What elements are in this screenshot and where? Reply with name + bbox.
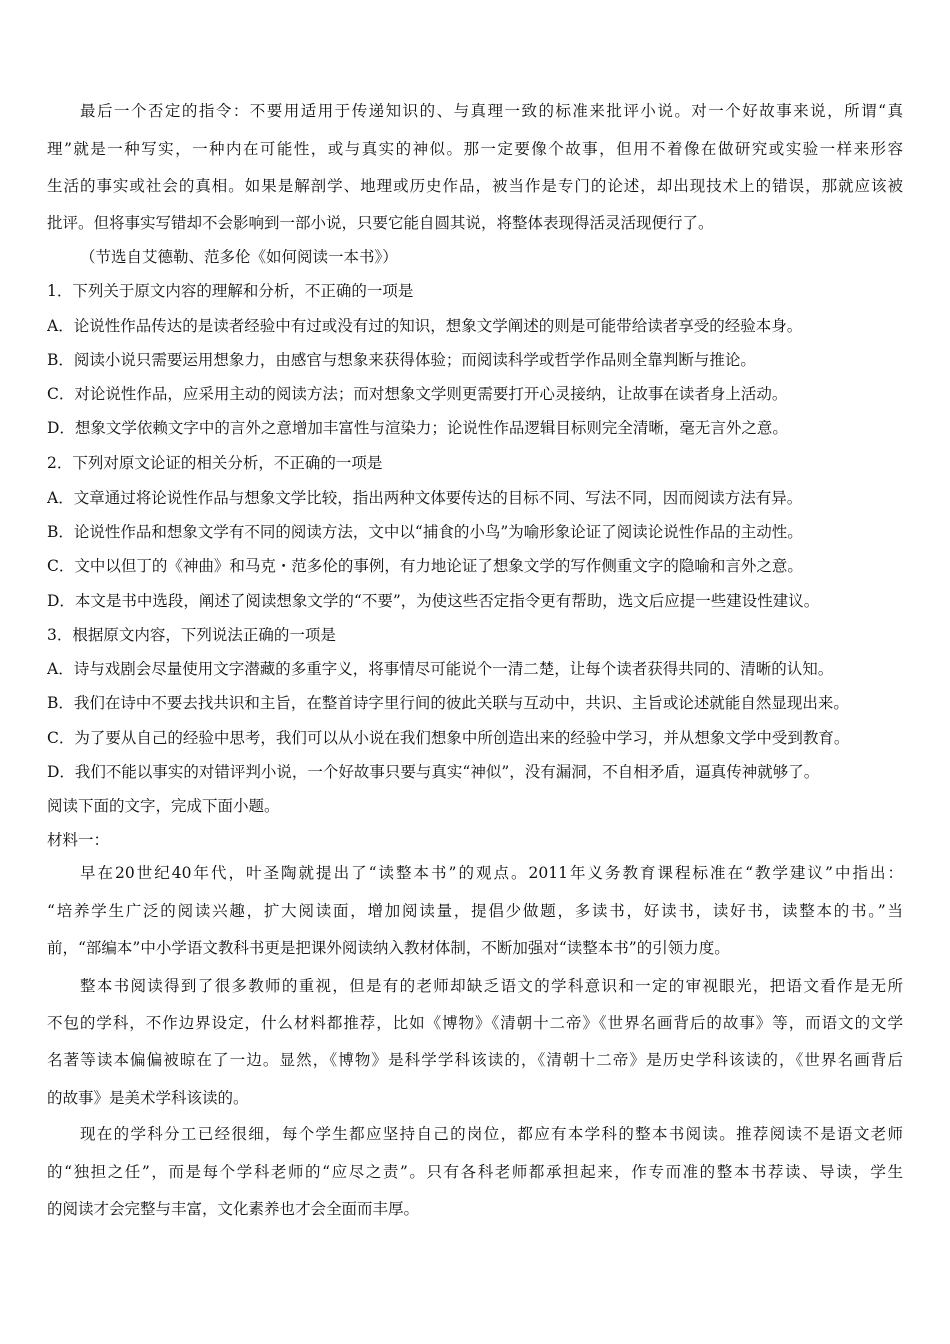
material-line: 名著等读本偏偏被晾在了一边。显然，《博物》是科学学科该读的，《清朝十二帝》是历史学科该读的，《世界名画背后 xyxy=(47,1051,903,1069)
passage-line: 批评。但将事实写错却不会影响到一部小说，只要它能自圆其说，将整体表现得活灵活现便行了。 xyxy=(47,214,714,232)
material-line: 的阅读才会完整与丰富，文化素养也才会全面而丰厚。 xyxy=(47,1200,420,1218)
material-label: 材料一： xyxy=(47,831,110,849)
option-c: C．对论说性作品，应采用主动的阅读方法；而对想象文学则更需要打开心灵接纳，让故事在读者身上活动。 xyxy=(47,385,788,403)
question-stem: 1．下列关于原文内容的理解和分析，不正确的一项是 xyxy=(47,282,414,300)
material-line: 的故事》是美术学科该读的。 xyxy=(47,1089,249,1107)
option-d: D．本文是书中选段，阐述了阅读想象文学的“不要”，为使这些否定指令更有帮助，选文后应提一些建设性建议。 xyxy=(47,592,820,610)
option-d: D．想象文学依赖文字中的言外之意增加丰富性与渲染力；论说性作品逻辑目标则完全清晰，毫无言外之意。 xyxy=(47,419,788,437)
option-d: D．我们不能以事实的对错评判小说，一个好故事只要与真实“神似”，没有漏洞，不自相矛盾，逼真传神就够了。 xyxy=(47,763,820,781)
option-a: A．诗与戏剧会尽量使用文字潜藏的多重字义，将事情尽可能说个一清二楚，让每个读者获得共同的、清晰的认知。 xyxy=(47,660,834,678)
question-stem: 3．根据原文内容，下列说法正确的一项是 xyxy=(47,626,336,644)
material-line: 早在20世纪40年代，叶圣陶就提出了“读整本书”的观点。2011年义务教育课程标准在“教学建议”中指出： xyxy=(80,864,903,882)
option-a: A．文章通过将论说性作品与想象文学比较，指出两种文体要传达的目标不同、写法不同，因而阅读方法有异。 xyxy=(47,489,803,507)
passage-line: 最后一个否定的指令：不要用适用于传递知识的、与真理一致的标准来批评小说。对一个好故事来说，所谓“真 xyxy=(80,102,903,120)
passage-line: 生活的事实或社会的真相。如果是解剖学、地理或历史作品，被当作是专门的论述，却出现技术上的错误，那就应该被 xyxy=(47,177,903,195)
option-b: B．我们在诗中不要去找共识和主旨，在整首诗字里行间的彼此关联与互动中，共识、主旨或论述就能自然显现出来。 xyxy=(47,694,849,712)
material-line: 的“独担之任”，而是每个学科老师的“应尽之责”。只有各科老师都承担起来，作专而准的整本书荐读、导读，学生 xyxy=(47,1163,903,1181)
material-line: 整本书阅读得到了很多教师的重视，但是有的老师却缺乏语文的学科意识和一定的审视眼光，把语文看作是无所 xyxy=(80,977,903,995)
material-line: 前，“部编本”中小学语文教科书更是把课外阅读纳入教材体制，不断加强对“读整本书”的引领力度。 xyxy=(47,939,730,957)
material-line: 不包的学科，不作边界设定，什么材料都推荐，比如《博物》《清朝十二帝》《世界名画背后的故事》等，而语文的文学 xyxy=(47,1014,903,1032)
option-b: B．论说性作品和想象文学有不同的阅读方法，文中以“捕食的小鸟”为喻形象论证了阅读论说性作品的主动性。 xyxy=(47,523,803,541)
material-line: “培养学生广泛的阅读兴趣，扩大阅读面，增加阅读量，提倡少做题，多读书，好读书，读好书，读整本的书。”当 xyxy=(47,902,903,920)
option-c: C．为了要从自己的经验中思考，我们可以从小说在我们想象中所创造出来的经验中学习，并从想象文学中受到教育。 xyxy=(47,729,850,747)
passage-line: 理”就是一种写实，一种内在可能性，或与真实的神似。那一定要像个故事，但用不着像在做研究或实验一样来形容 xyxy=(47,140,903,158)
material-line: 现在的学科分工已经很细，每个学生都应坚持自己的岗位，都应有本学科的整本书阅读。推荐阅读不是语文老师 xyxy=(80,1125,903,1143)
option-c: C．文中以但丁的《神曲》和马克・范多伦的事例，有力地论证了想象文学的写作侧重文字的隐喻和言外之意。 xyxy=(47,557,803,575)
option-a: A．论说性作品传达的是读者经验中有过或没有过的知识，想象文学阐述的则是可能带给读者享受的经验本身。 xyxy=(47,317,803,335)
question-stem: 2．下列对原文论证的相关分析，不正确的一项是 xyxy=(47,454,383,472)
reading-instruction: 阅读下面的文字，完成下面小题。 xyxy=(47,797,280,815)
option-b: B．阅读小说只需要运用想象力，由感官与想象来获得体验；而阅读科学或哲学作品则全靠判断与推论。 xyxy=(47,351,756,369)
source-citation: （节选自艾德勒、范多伦《如何阅读一本书》） xyxy=(80,248,398,266)
